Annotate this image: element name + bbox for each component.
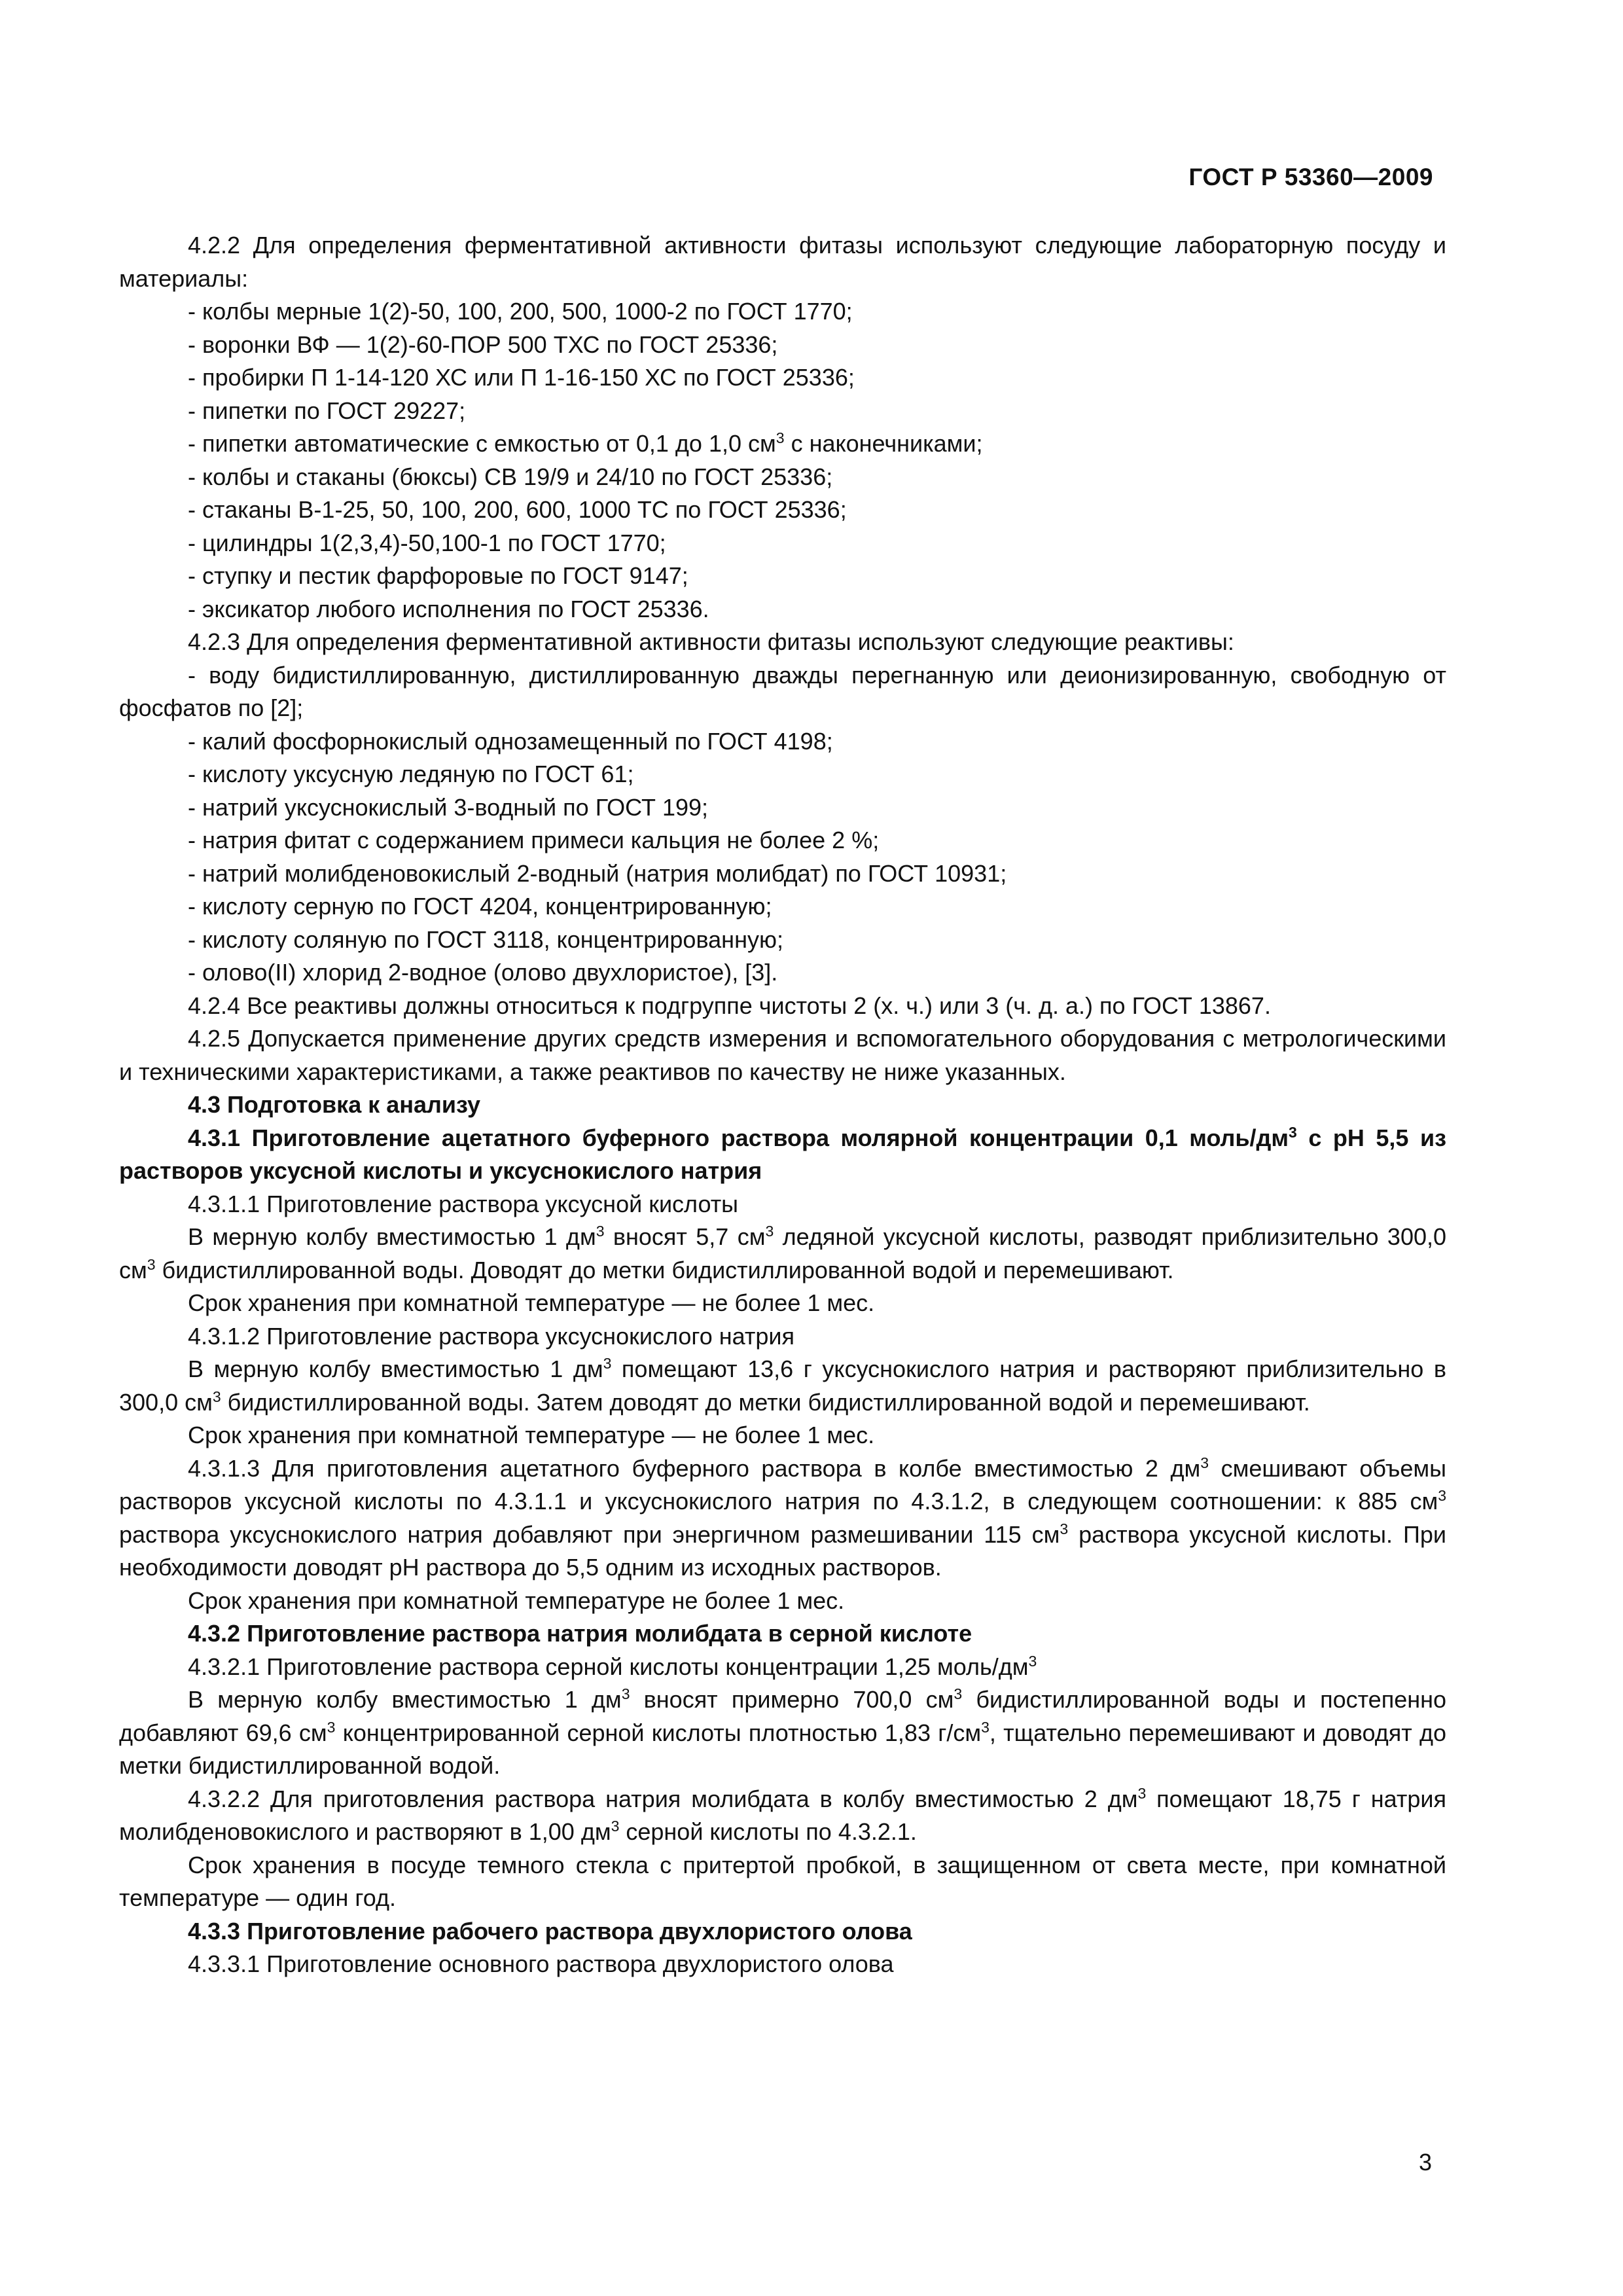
list-item: - воронки ВФ — 1(2)-60-ПОР 500 ТХС по ГОСТ 25336;: [188, 331, 778, 358]
list-item: - цилиндры 1(2,3,4)-50,100-1 по ГОСТ 1770;: [188, 529, 666, 556]
list-item: - натрия фитат с содержанием примеси кальция не более 2 %;: [188, 827, 880, 853]
paragraph: В мерную колбу вместимостью 1 $дм^3$ помещают 13,6 г уксуснокислого натрия и растворяют приблизительно в 300,0 $см^3$ бидистиллированной воды. Затем доводят до метки бидистиллированной водой и перемешивают.: [119, 1355, 1446, 1416]
list-item: - олово(II) хлорид 2-водное (олово двухлористое), [3].: [188, 959, 778, 986]
storage-note: Срок хранения при комнатной температуре — не более 1 мес.: [188, 1422, 875, 1448]
list-item: - кислоту серную по ГОСТ 4204, концентрированную;: [188, 893, 772, 920]
subsection-4-3-1-1: 4.3.1.1 Приготовление раствора уксусной кислоты: [188, 1190, 739, 1217]
list-item: - пробирки П 1-14-120 ХС или П 1-16-150 ХС по ГОСТ 25336;: [188, 364, 855, 391]
storage-note: Срок хранения при комнатной температуре — не более 1 мес.: [188, 1289, 875, 1316]
section-heading-4-3: 4.3 Подготовка к анализу: [188, 1091, 481, 1118]
paragraph-4-2-5: 4.2.5 Допускается применение других средств измерения и вспомогательного оборудования с метрологическими и техническими характеристиками, а также реактивов по качеству не ниже указанных.: [119, 1025, 1446, 1085]
document-header: ГОСТ Р 53360—2009: [1188, 164, 1433, 190]
list-item: - кислоту уксусную ледяную по ГОСТ 61;: [188, 761, 634, 787]
subsection-4-3-2-2: 4.3.2.2 Для приготовления раствора натрия молибдата в колбу вместимостью 2 $дм^3$ помещают 18,75 г натрия молибденовокислого и растворяют в 1,00 $дм^3$ серной кислоты по 4.3.2.1.: [119, 1784, 1447, 1845]
list-item: - пипетки по ГОСТ 29227;: [188, 397, 466, 424]
document-body: [119, 229, 1446, 1981]
list-item: - колбы мерные 1(2)-50, 100, 200, 500, 1000-2 по ГОСТ 1770;: [188, 298, 853, 325]
subsection-4-3-2-1: 4.3.2.1 Приготовление раствора серной кислоты концентрации 1,25 моль/$дм^3$: [188, 1652, 1037, 1680]
section-heading-4-3-1: 4.3.1 Приготовление ацетатного буферного раствора молярной концентрации 0,1 моль/$дм^3$ с pH 5,5 из растворов уксусной кислоты и уксуснокислого натрия: [119, 1123, 1446, 1184]
paragraph-4-2-4: 4.2.4 Все реактивы должны относиться к подгруппе чистоты 2 (х. ч.) или 3 (ч. д. а.) по ГОСТ 13867.: [188, 992, 1271, 1019]
paragraph-4-2-3: 4.2.3 Для определения ферментативной активности фитазы используют следующие реактивы:: [188, 628, 1234, 655]
list-item: - ступку и пестик фарфоровые по ГОСТ 9147;: [188, 562, 688, 589]
list-item: - эксикатор любого исполнения по ГОСТ 25336.: [188, 595, 709, 622]
section-heading-4-3-3: 4.3.3 Приготовление рабочего раствора двухлористого олова: [188, 1917, 912, 1945]
list-item: - колбы и стаканы (бюксы) СВ 19/9 и 24/10 по ГОСТ 25336;: [188, 463, 833, 490]
list-item: - стаканы В-1-25, 50, 100, 200, 600, 1000 ТС по ГОСТ 25336;: [188, 496, 847, 523]
paragraph: В мерную колбу вместимостью 1 $дм^3$ вносят 5,7 $см^3$ ледяной уксусной кислоты, разводят приблизительно 300,0 $см^3$ бидистиллированной воды. Доводят до метки бидистиллированной водой и перемешивают.: [119, 1223, 1447, 1283]
subsection-4-3-1-3: 4.3.1.3 Для приготовления ацетатного буферного раствора в колбе вместимостью 2 $дм^3$ смешивают объемы растворов уксусной кислоты по 4.3.1.1 и уксуснокислого натрия по 4.3.1.2, в следующем соотношении: к 885 $см^3$ раствора уксуснокислого натрия добавляют при энергичном размешивании 115 $см^3$ раствора уксусной кислоты. При необходимости доводят pH раствора до 5,5 одним из исходных растворов.: [119, 1454, 1446, 1581]
page-number: 3: [1418, 2149, 1432, 2176]
paragraph-4-2-2: 4.2.2 Для определения ферментативной активности фитазы используют следующие лабораторную посуду и материалы:: [119, 232, 1446, 292]
list-item: - воду бидистиллированную, дистиллированную дважды перегнанную или деионизированную, свободную от фосфатов по [2];: [119, 661, 1446, 721]
list-item: - кислоту соляную по ГОСТ 3118, концентрированную;: [188, 925, 783, 953]
storage-note: Срок хранения при комнатной температуре не более 1 мес.: [188, 1587, 845, 1614]
subsection-4-3-1-2: 4.3.1.2 Приготовление раствора уксуснокислого натрия: [188, 1322, 794, 1350]
list-item: - калий фосфорнокислый однозамещенный по ГОСТ 4198;: [188, 727, 833, 755]
storage-note: Срок хранения в посуде темного стекла с притертой пробкой, в защищенном от света месте, при комнатной температуре — один год.: [119, 1851, 1446, 1911]
list-item: - натрий уксуснокислый 3-водный по ГОСТ 199;: [188, 793, 709, 821]
section-heading-4-3-2: 4.3.2 Приготовление раствора натрия молибдата в серной кислоте: [188, 1620, 972, 1647]
list-item: - натрий молибденовокислый 2-водный (натрия молибдат) по ГОСТ 10931;: [188, 859, 1007, 887]
subsection-4-3-3-1: 4.3.3.1 Приготовление основного раствора двухлористого олова: [188, 1950, 894, 1977]
paragraph: В мерную колбу вместимостью 1 $дм^3$ вносят примерно 700,0 $см^3$ бидистиллированной воды и постепенно добавляют 69,6 $см^3$ концентрированной серной кислоты плотностью 1,83 $г/см^3$, тщательно перемешивают и доводят до метки бидистиллированной водой.: [119, 1685, 1446, 1779]
list-item: - пипетки автоматические с емкостью от 0,1 до 1,0 $см^3$ с наконечниками;: [188, 429, 983, 457]
